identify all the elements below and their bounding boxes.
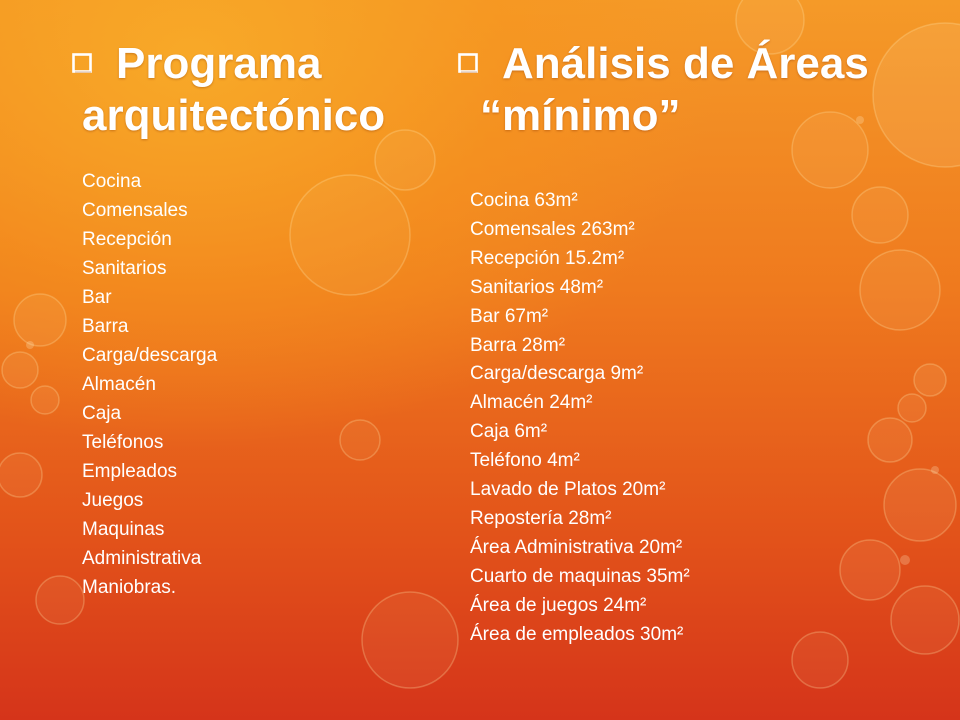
list-item: Juegos bbox=[82, 490, 144, 511]
list-item: Área de juegos 24m² bbox=[470, 594, 647, 616]
list-item: Barra bbox=[82, 316, 129, 337]
list-item: Área de empleados 30m² bbox=[470, 623, 684, 645]
list-item: Barra 28m² bbox=[470, 334, 566, 356]
list-item: Comensales 263m² bbox=[470, 218, 635, 240]
list-item: Teléfonos bbox=[82, 432, 164, 453]
programa-title-line2: arquitectónico bbox=[82, 91, 386, 140]
list-item: Cuarto de maquinas 35m² bbox=[470, 565, 690, 587]
list-item: Caja bbox=[82, 403, 122, 424]
list-item: Cocina 63m² bbox=[470, 190, 578, 211]
list-item: Repostería 28m² bbox=[470, 507, 612, 529]
list-item: Bar bbox=[82, 287, 112, 308]
list-item: Carga/descarga bbox=[82, 345, 218, 366]
list-item: Área Administrativa 20m² bbox=[470, 536, 683, 558]
programa-title-line1: Programa bbox=[116, 39, 322, 88]
list-item: Empleados bbox=[82, 461, 178, 482]
checkbox-bullet-icon bbox=[72, 53, 92, 73]
list-item: Almacén bbox=[82, 374, 156, 395]
list-item: Sanitarios bbox=[82, 258, 167, 279]
list-item: Caja 6m² bbox=[470, 421, 548, 443]
list-item: Administrativa bbox=[82, 548, 202, 569]
analisis-title-line1: Análisis de Áreas bbox=[502, 39, 869, 88]
list-item: Sanitarios 48m² bbox=[470, 276, 604, 298]
programa-title bbox=[72, 38, 412, 142]
list-item: Almacén 24m² bbox=[470, 392, 593, 414]
list-item: Recepción bbox=[82, 229, 172, 250]
list-item: Maniobras. bbox=[82, 577, 176, 598]
checkbox-bullet-icon bbox=[458, 53, 478, 73]
programa-list bbox=[82, 167, 217, 602]
analisis-list bbox=[470, 187, 690, 650]
list-item: Cocina bbox=[82, 171, 142, 192]
list-item: Lavado de Platos 20m² bbox=[470, 479, 666, 501]
list-item: Recepción 15.2m² bbox=[470, 247, 625, 269]
list-item: Comensales bbox=[82, 200, 188, 221]
list-item: Carga/descarga 9m² bbox=[470, 363, 644, 385]
analisis-title bbox=[458, 38, 938, 142]
analisis-title-line2: “mínimo” bbox=[480, 91, 681, 140]
list-item: Teléfono 4m² bbox=[470, 450, 580, 472]
list-item: Maquinas bbox=[82, 519, 165, 540]
list-item: Bar 67m² bbox=[470, 305, 549, 327]
